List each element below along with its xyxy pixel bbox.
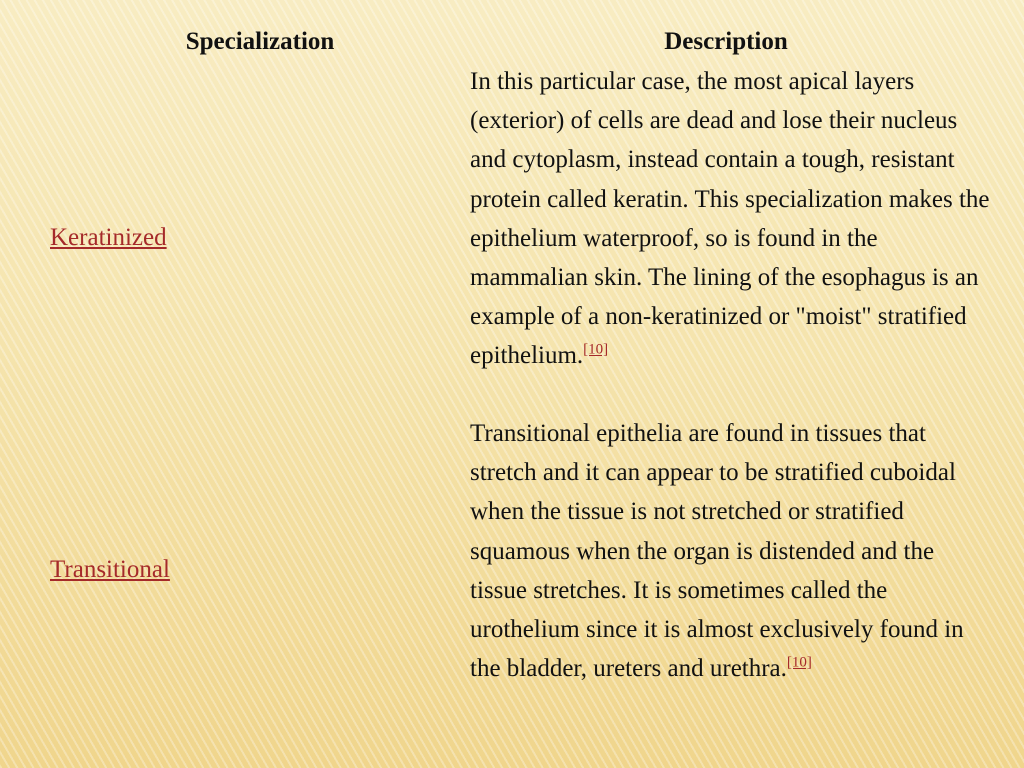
description-text: Transitional epithelia are found in tissues that stretch and it can appear to be stratified cuboidal when the tissue is not stretched or stratified squamous when the organ is distended and the tissue stretches. It is sometimes called the urothelium since it is almost exclusively found in the bladder, ureters and urethra. <box>470 420 964 683</box>
citation-link[interactable]: [10] <box>583 342 609 359</box>
description-keratinized <box>470 62 990 376</box>
description-transitional <box>470 414 990 688</box>
header-specialization: Specialization <box>185 28 335 55</box>
term-link-keratinized[interactable]: Keratinized <box>50 224 167 251</box>
header-description: Description <box>664 28 788 55</box>
citation-link[interactable]: [10] <box>786 654 812 671</box>
description-text: In this particular case, the most apical layers (exterior) of cells are dead and lose their nucleus and cytoplasm, instead contain a tough, resistant protein called keratin. This specialization makes the epithelium waterproof, so is found in the mammalian skin. The lining of the esophagus is an example of a non-keratinized or "moist" stratified epithelium. <box>470 68 990 370</box>
term-link-transitional[interactable]: Transitional <box>50 556 170 583</box>
